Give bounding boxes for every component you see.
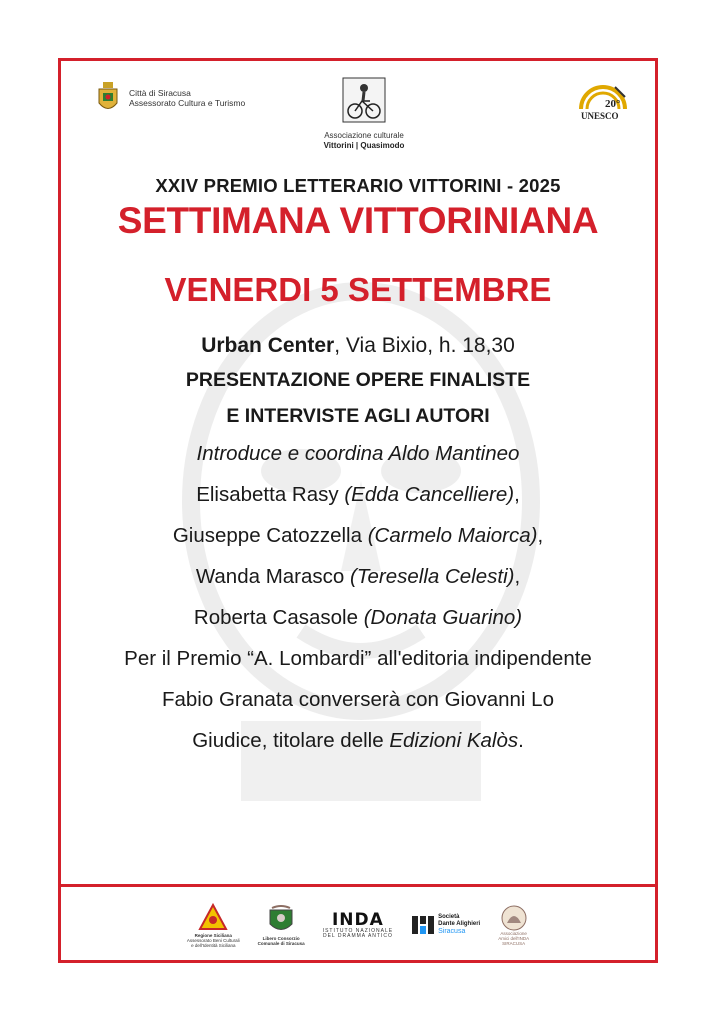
- premio-heading: XXIV PREMIO LETTERARIO VITTORINI - 2025: [155, 175, 561, 196]
- granata-line-1: Fabio Granata converserà con Giovanni Lo: [161, 688, 554, 711]
- premio-lombardi-line: Per il Premio “A. Lombardi” all'editoria indipendente: [124, 647, 592, 670]
- amici-inda-logo: Associazione Amici dell'INDA SIRACUSA: [498, 905, 529, 946]
- author-line: Giuseppe Catozzella (Carmelo Maiorca),: [172, 524, 544, 547]
- libero-consorzio-logo: Libero Consorzio Comunale di Siracusa: [258, 904, 305, 946]
- inda-logo: INDA ISTITUTO NAZIONALE DEL DRAMMA ANTICO: [322, 910, 394, 939]
- city-office: Assessorato Cultura e Turismo: [129, 98, 246, 108]
- venue-details: , Via Bixio, h. 18,30: [334, 334, 515, 357]
- main-content: [61, 173, 655, 761]
- author-line: Elisabetta Rasy (Edda Cancelliere),: [196, 483, 520, 506]
- author-line: Roberta Casasole (Donata Guarino): [193, 606, 523, 629]
- unesco-label: UNESCO: [581, 111, 619, 121]
- granata-line-2: Giudice, titolare delle Edizioni Kalòs.: [192, 729, 524, 752]
- introduce-line: Introduce e coordina Aldo Mantineo: [196, 442, 520, 465]
- regione-siciliana-logo: Regione Siciliana Assessorato Beni Culturali e dell'Identità Siciliana: [187, 903, 240, 948]
- trinacria-icon: [198, 903, 228, 933]
- event-date: VENERDI 5 SETTEMBRE: [164, 271, 552, 308]
- assoc-label: Associazione culturale: [324, 131, 404, 140]
- footer-divider: [61, 884, 655, 887]
- city-name: Città di Siracusa: [129, 88, 191, 98]
- assoc-name: Vittorini | Quasimodo: [323, 141, 405, 150]
- theatre-mask-icon: [501, 905, 527, 931]
- unesco-number: 20°: [605, 98, 621, 110]
- unesco-20-logo: [575, 81, 631, 127]
- dante-monogram-icon: [411, 914, 435, 936]
- dante-alighieri-logo: Società Dante Alighieri Siracusa: [411, 914, 480, 936]
- presentation-line-2: E INTERVISTE AGLI AUTORI: [226, 405, 490, 427]
- sponsor-logos: [61, 891, 655, 959]
- settimana-title: SETTIMANA VITTORINIANA: [117, 200, 599, 241]
- presentation-line-1: PRESENTAZIONE OPERE FINALISTE: [185, 369, 531, 391]
- bicycle-portrait-icon: [342, 77, 386, 123]
- associazione-logo: [299, 77, 429, 151]
- citta-siracusa-logo: [95, 81, 245, 115]
- venue-name: Urban Center: [201, 334, 335, 357]
- city-crest-icon: [95, 81, 121, 115]
- poster-frame: [58, 58, 658, 963]
- consorzio-crest-icon: [267, 904, 295, 936]
- venue-line: [61, 331, 655, 361]
- author-line: Wanda Marasco (Teresella Celesti),: [195, 565, 521, 588]
